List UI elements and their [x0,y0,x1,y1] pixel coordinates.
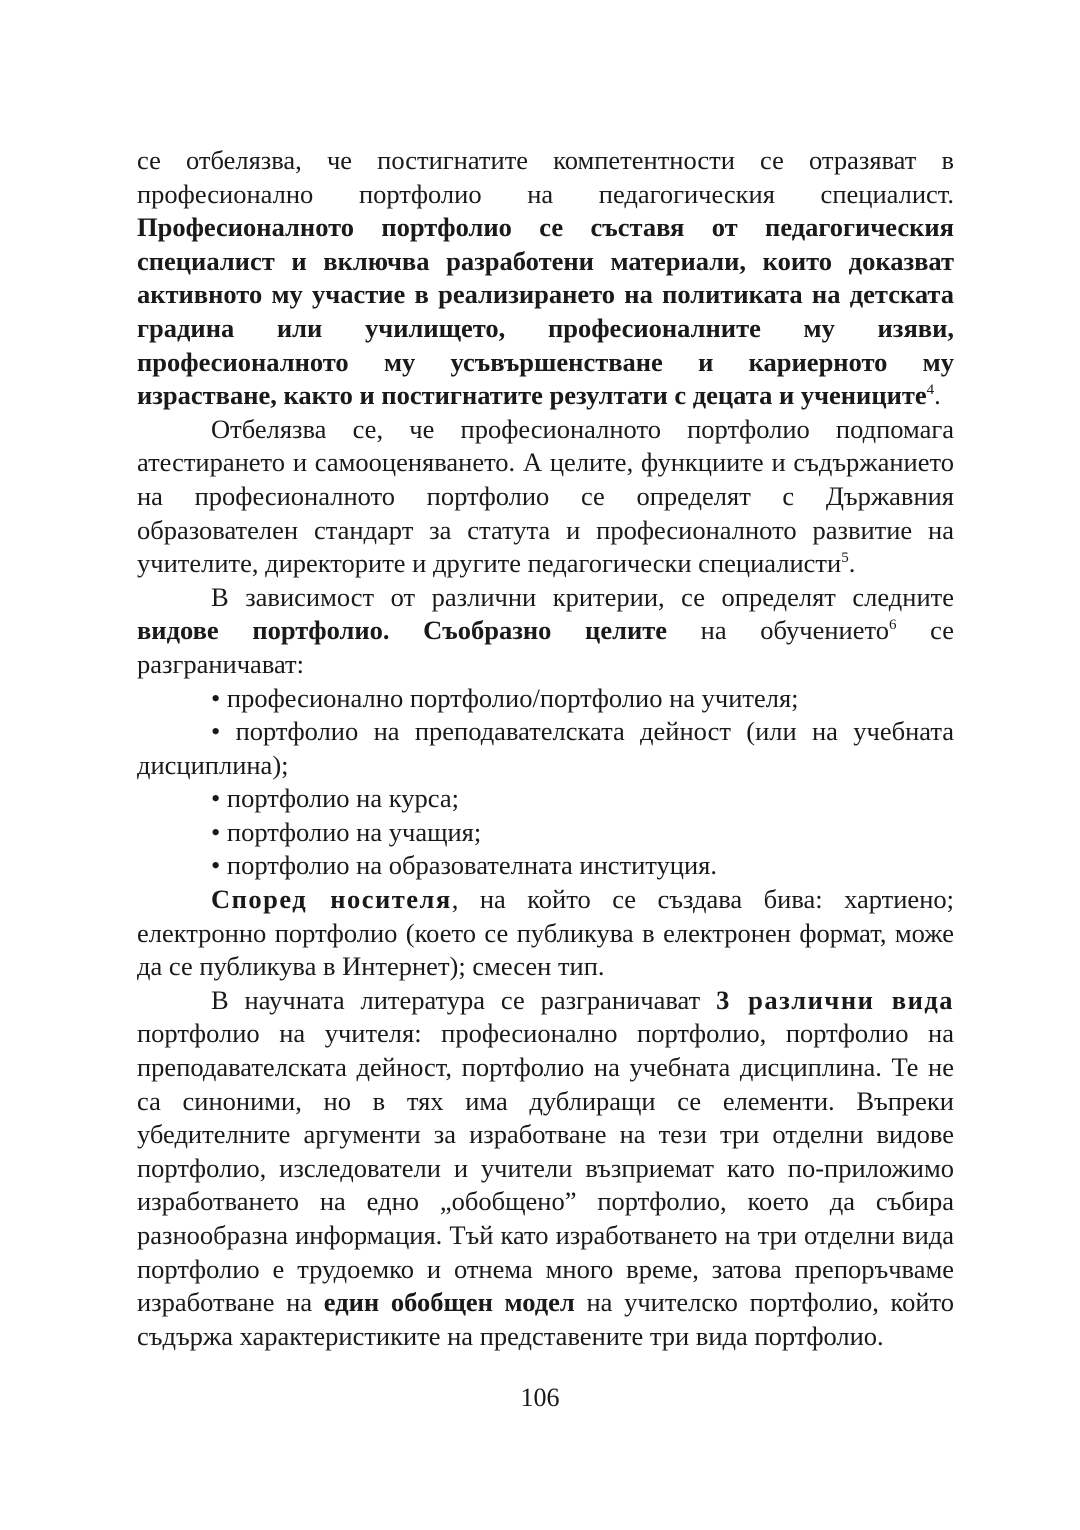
paragraph-2-end: . [848,548,856,579]
paragraph-3-text: В зависимост от различни критерии, се определят следните [211,581,954,612]
footnote-ref-4: 4 [926,382,935,399]
paragraph-4-bold: Според носителя [211,884,452,915]
paragraph-3-text-2: на обучението [667,615,889,646]
paragraph-3-text-3: се разграничават: [137,615,954,679]
footnote-ref-6: 6 [888,617,897,634]
paragraph-1-text: се отбелязва, че постигнатите компетентности се отразяват в професионално портфолио на педагогическия специалист. [137,145,954,209]
paragraph-5-bold-2: един обобщен модел [323,1287,575,1318]
paragraph-5-bold: 3 различни вида [716,984,954,1015]
bullet-item: • портфолио на преподавателската дейност (или на учебната дисциплина); [137,716,954,780]
paragraph-3 [137,581,954,682]
paragraph-5-text: В научната литература се разграничават [211,984,717,1015]
paragraph-1 [137,144,954,413]
bullet-item: • портфолио на учащия; [211,816,482,847]
paragraph-4-text: , на който се създава бива: хартиено; електронно портфолио (което се публикува в електронен формат, може да се публикува в Интернет); смесен тип. [137,884,954,982]
paragraph-3-bold: видове портфолио. Съобразно целите [137,615,668,646]
paragraph-1-bold: Професионалното портфолио се съставя от педагогическия специалист и включва разработени материали, които доказват активното му участие в реализирането на политиката на детската градина или училището, професионалните му изяви, професионалното му усъвършенстване и кариерното му израстване, както и постигнатите резултати с децата и учениците [137,212,954,411]
paragraph-4 [137,883,954,984]
paragraph-5-text-3: на учителско портфолио, който съдържа характеристиките на представените три вида портфолио. [137,1287,954,1351]
footnote-ref-5: 5 [841,550,849,567]
paragraph-5-text-2: портфолио на учителя: професионално портфолио, портфолио на преподавателската дейност, портфолио на учебната дисциплина. Те не са синоними, но в тях има дублиращи се елементи. Въпреки убедителните аргументи за изработване на тези три отделни видове портфолио, изследователи и учители възприемат като по-приложимо изработването на едно „обобщено” портфолио, което да събира разнообразна информация. Тъй като изработването на три отделни вида портфолио е трудоемко и отнема много време, затова препоръчваме изработване на [137,1018,954,1318]
page-number: 106 [520,1383,560,1412]
bullet-item: • професионално портфолио/портфолио на учителя; [211,682,799,713]
paragraph-1-end: . [934,380,941,411]
page-body [137,144,954,1353]
paragraph-5 [137,984,954,1354]
bullet-item: • портфолио на курса; [211,783,459,814]
bullet-item: • портфолио на образователната институция. [211,850,717,881]
paragraph-2-text: Отбелязва се, че професионалното портфолио подпомага атестирането и самооценяването. А целите, функциите и съдържанието на професионалното портфолио се определят с Държавния образователен стандарт за статута и професионалното развитие на учителите, директорите и другите педагогически специалисти [137,413,954,579]
paragraph-2 [137,413,954,581]
